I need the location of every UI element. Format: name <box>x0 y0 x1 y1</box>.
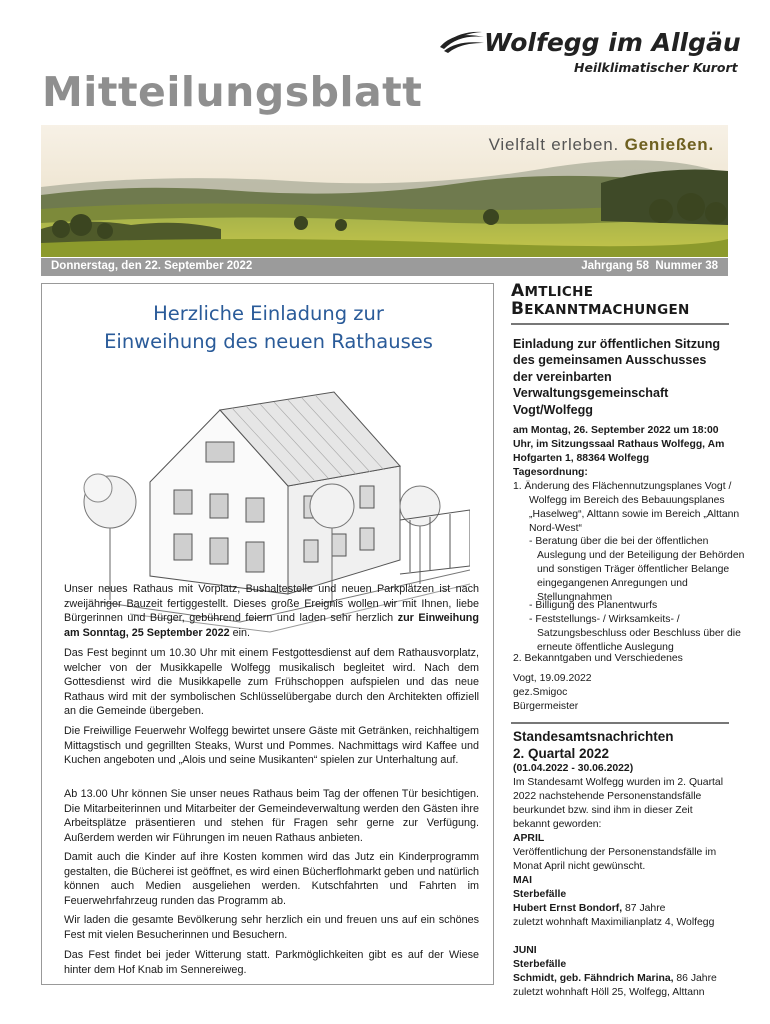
p1-end: ein. <box>229 626 251 639</box>
invitation-title-line1: Herzliche Einladung zur <box>153 302 384 325</box>
banner-slogan <box>489 135 714 155</box>
issue-number: Jahrgang 58 Nummer 38 <box>581 260 718 272</box>
death-entry-1 <box>513 902 728 916</box>
section-divider <box>511 323 729 325</box>
p1-bold: zur Einweihung am Sonntag, 25 September 2022 <box>64 612 479 639</box>
signature-title: Bürgermeister <box>513 701 579 712</box>
registry-heading-line1: Standesamtsnachrichten <box>513 729 674 744</box>
agenda-label: Tagesordnung: <box>513 467 588 478</box>
slogan-bold: Genießen. <box>624 135 714 154</box>
invitation-title <box>42 300 495 356</box>
amt-head-rest-2: EKANNTMACHUNGEN <box>524 302 690 318</box>
death-entry-2 <box>513 972 728 986</box>
entry1-age: 87 Jahre <box>622 903 666 914</box>
registry-heading-line2: 2. Quartal 2022 <box>513 746 610 761</box>
amt-head-initial-2: B <box>511 299 525 319</box>
meeting-when: am Montag, 26. September 2022 um 18:00 Uhr, im Sitzungssaal Rathaus Wolfegg, Am Hofgarten 1, 88364 Wolfegg <box>513 425 725 464</box>
masthead-title: Mitteilungsblatt <box>42 68 423 116</box>
date-bar <box>41 258 728 276</box>
agenda-item-1c: - Feststellungs- / Wirksamkeits- / Satzungsbeschluss oder Beschluss über die erneute öffentliche Auslegung <box>529 614 741 653</box>
deaths-label-1: Sterbefälle <box>513 889 567 900</box>
registry-intro: Im Standesamt Wolfegg wurden im 2. Quartal 2022 nachstehende Personenstandsfälle beurkundet bzw. sind ihm in dieser Zeit bekannt geworden: <box>513 777 724 830</box>
agenda-item-1: 1. Änderung des Flächennutzungsplanes Vogt / Wolfegg im Bereich des Bebauungsplanes „Haselweg“, Alttann sowie im Bereich „Alttann Nord-West“ <box>513 481 740 534</box>
invitation-paragraph-6: Wir laden die gesamte Bevölkerung sehr herzlich ein und freuen uns auf ein schönes Fest mit vielen Besucherinnen und Besuchern. <box>64 914 479 941</box>
meeting-heading: Einladung zur öffentlichen Sitzung des gemeinsamen Ausschusses der vereinbarten Verwaltungsgemeinschaft Vogt/Wolfegg <box>513 337 721 417</box>
logo-subtitle: Heilklimatischer Kurort <box>574 60 738 75</box>
entry1-name: Hubert Ernst Bondorf, <box>513 903 623 914</box>
registry-heading <box>513 728 728 762</box>
invitation-paragraph-3: Die Freiwillige Feuerwehr Wolfegg bewirtet unsere Gäste mit Getränken, reichhaltigem Mittagstisch und gegrillten Steaks, Wurst und Pommes. Nachmittags wird Kaffee und Kuchen angeboten und „Alois und seine Musikanten“ spielen zur Unterhaltung auf. <box>64 725 479 767</box>
agenda-item-1a: - Beratung über die bei der öffentlichen Auslegung und der Beteiligung der Behörden und sonstigen Träger öffentlicher Belange eingegangenen Anregungen und Stellungnahmen <box>529 536 745 603</box>
swoosh-logo-icon <box>438 29 486 55</box>
invitation-paragraph-4: Ab 13.00 Uhr können Sie unser neues Rathaus beim Tag der offenen Tür besichtigen. Die Mitarbeiterinnen und Mitarbeiter der Gemeindeverwaltung werden den Gästen ihre Arbeitsplätze präsentieren und stehen für Fragen sehr gerne zur Verfügung. Außerdem werden wir Führungen im neuen Rathaus anbieten. <box>64 788 479 844</box>
month-juni: JUNI <box>513 945 537 956</box>
p1-text: Unser neues Rathaus mit Vorplatz, Bushaltestelle und neuen Parkplätzen ist nach zweijähriger Bauzeit fertiggestellt. Dieses große Ereignis wollen wir mit Ihnen, liebe Bürgerinnen und Bürger, gebührend feiern und laden sehr herzlich <box>64 583 479 625</box>
amt-head-initial-1: A <box>511 281 525 301</box>
invitation-paragraph-2: Das Fest beginnt um 10.30 Uhr mit einem Festgottesdienst auf dem Rathausvorplatz, welcher von der Musikkapelle Wolfegg musikalisch begleitet wird. Nach dem Gottesdienst wird die Musikkapelle zum Frühschoppen aufspielen und das neue Rathaus wird mit der symbolischen Schlüsselübergabe durch den Architekten offiziell an die Gemeinde übergeben. <box>64 647 479 718</box>
month-mai: MAI <box>513 875 533 886</box>
section-divider-2 <box>511 722 729 724</box>
municipality-logo <box>438 24 741 84</box>
slogan-plain: Vielfalt erleben. <box>488 135 620 154</box>
agenda-item-1b: - Billigung des Planentwurfs <box>529 600 658 611</box>
invitation-title-line2: Einweihung des neuen Rathauses <box>104 330 433 353</box>
issue-date: Donnerstag, den 22. September 2022 <box>51 260 253 272</box>
april-text: Veröffentlichung der Personenstandsfälle im Monat April nicht gewünscht. <box>513 847 717 872</box>
registry-period: (01.04.2022 - 30.06.2022) <box>513 763 634 774</box>
invitation-paragraph-7: Das Fest findet bei jeder Witterung statt. Parkmöglichkeiten gibt es auf der Wiese hinter dem Hof Knab im Sennereiweg. <box>64 949 479 976</box>
deaths-label-2: Sterbefälle <box>513 959 567 970</box>
death-entry-2-address: zuletzt wohnhaft Höll 25, Wolfegg, Alttann <box>513 987 705 998</box>
agenda-item-2: 2. Bekanntgaben und Verschiedenes <box>513 653 683 664</box>
invitation-paragraph-1 <box>64 582 479 640</box>
signature-place-date: Vogt, 19.09.2022 <box>513 673 592 684</box>
invitation-box <box>41 283 494 985</box>
entry2-name: Schmidt, geb. Fähndrich Marina, <box>513 973 674 984</box>
month-april: APRIL <box>513 833 545 844</box>
landscape-banner <box>41 125 728 257</box>
entry2-age: 86 Jahre <box>673 973 717 984</box>
invitation-paragraph-5: Damit auch die Kinder auf ihre Kosten kommen wird das Jutz ein Kinderprogramm gestalten, die Bücherei ist geöffnet, es wird einen Bücherflohmarkt geben und natürlich können auch Medien ausgeliehen werden. Kutschfahrten und Fahrten im Feuerwehrfahrzeug runden das Programm ab. <box>64 851 479 907</box>
signature-name: gez.Smigoc <box>513 687 568 698</box>
section-heading-official <box>511 283 729 319</box>
amt-head-rest-1: MTLICHE <box>524 284 594 300</box>
death-entry-1-address: zuletzt wohnhaft Maximilianplatz 4, Wolfegg <box>513 917 715 928</box>
logo-name: Wolfegg im Allgäu <box>484 28 741 57</box>
